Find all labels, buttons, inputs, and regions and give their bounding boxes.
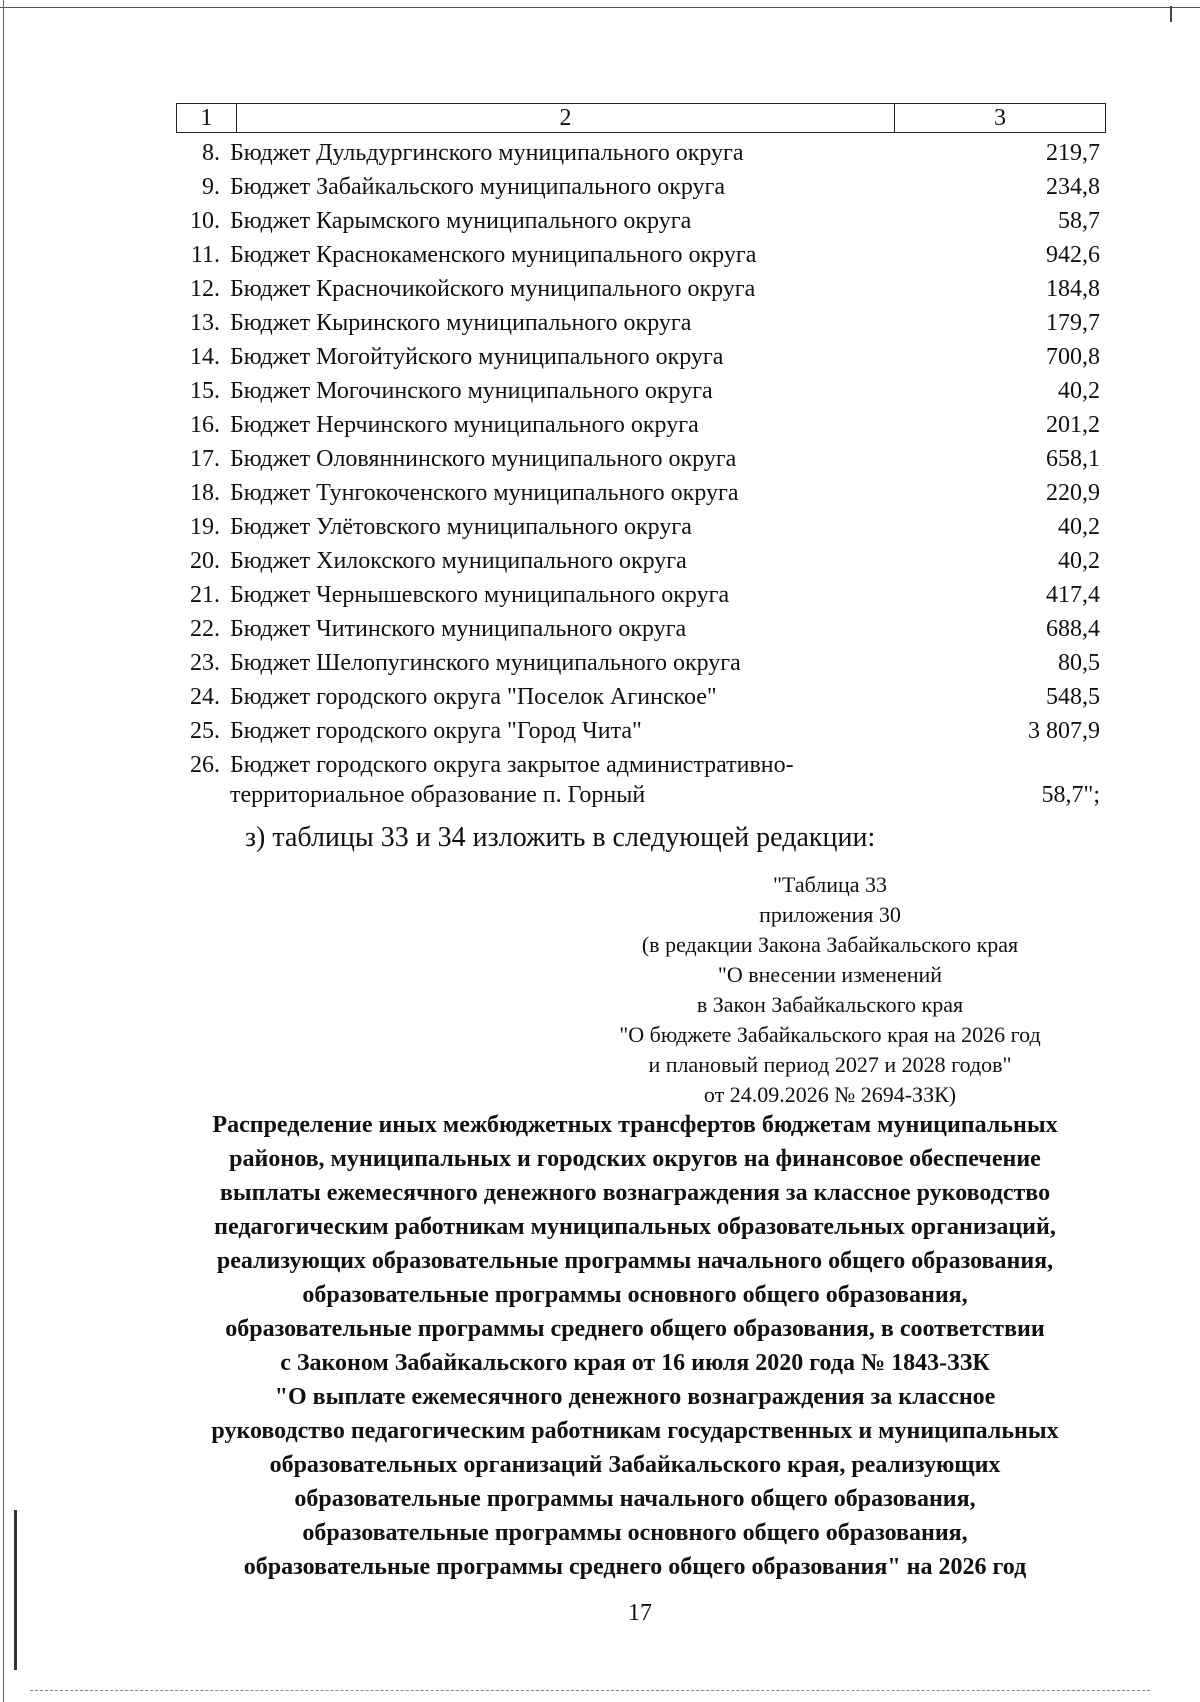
row-number: 22.	[190, 616, 220, 642]
title-line: образовательные программы основного общего образования,	[302, 1282, 968, 1308]
row-value: 80,5	[1058, 650, 1100, 676]
row-value: 220,9	[1046, 480, 1100, 506]
row-number: 20.	[190, 548, 220, 574]
scan-edge-bottom	[30, 1690, 1150, 1692]
row-number: 25.	[190, 718, 220, 744]
row-name: Бюджет городского округа "Поселок Агинское"	[230, 684, 717, 710]
row-number: 21.	[190, 582, 220, 608]
row-value: 658,1	[1046, 446, 1100, 472]
scan-edge-top	[0, 0, 1200, 8]
caption-line: приложения 30	[759, 902, 901, 927]
row-number: 10.	[190, 208, 220, 234]
row-name: Бюджет Читинского муниципального округа	[230, 616, 687, 642]
table-row	[176, 680, 1136, 714]
table-row	[176, 408, 1136, 442]
title-line: с Законом Забайкальского края от 16 июля 2020 года № 1843-ЗЗК	[280, 1350, 990, 1376]
row-number: 23.	[190, 650, 220, 676]
table-row	[176, 238, 1136, 272]
caption-line: "Таблица 33	[772, 872, 888, 897]
row-value: 179,7	[1046, 310, 1100, 336]
title-line: "О выплате ежемесячного денежного вознаграждения за классное	[274, 1384, 996, 1410]
title-line: образовательные программы основного общего образования,	[302, 1520, 968, 1546]
row-number: 17.	[190, 446, 220, 472]
title-line: образовательные программы среднего общего образования" на 2026 год	[243, 1554, 1027, 1580]
row-number: 8.	[202, 140, 220, 166]
row-name: Бюджет Забайкальского муниципального округа	[230, 174, 726, 200]
row-name: Бюджет городского округа закрытое административно-территориальное образование п. Горный	[230, 752, 794, 808]
row-name: Бюджет Хилокского муниципального округа	[230, 548, 687, 574]
scan-edge-left	[0, 0, 4, 1702]
row-name: Бюджет Кыринского муниципального округа	[230, 310, 692, 336]
row-number: 13.	[190, 310, 220, 336]
table-row	[176, 340, 1136, 374]
row-number: 15.	[190, 378, 220, 404]
caption-line: "О бюджете Забайкальского края на 2026 год	[619, 1022, 1041, 1047]
row-name: Бюджет Шелопугинского муниципального округа	[230, 650, 741, 676]
row-number: 9.	[202, 174, 220, 200]
title-line: образовательных организаций Забайкальского края, реализующих	[269, 1452, 1001, 1478]
row-value: 58,7";	[1041, 782, 1100, 808]
table-row	[176, 544, 1136, 578]
row-number: 16.	[190, 412, 220, 438]
table-header	[176, 103, 1106, 133]
row-number: 26.	[190, 752, 220, 778]
row-name: Бюджет Улётовского муниципального округа	[230, 514, 692, 540]
amendment-instruction: з) таблицы 33 и 34 изложить в следующей редакции:	[245, 822, 876, 853]
title-line: педагогическим работникам муниципальных образовательных организаций,	[214, 1214, 1056, 1240]
row-value: 58,7	[1058, 208, 1100, 234]
row-value: 184,8	[1046, 276, 1100, 302]
row-value: 688,4	[1046, 616, 1100, 642]
row-value: 548,5	[1046, 684, 1100, 710]
table-row	[176, 136, 1136, 170]
row-name: Бюджет Красночикойского муниципального округа	[230, 276, 756, 302]
table-row	[176, 714, 1136, 748]
caption-line: (в редакции Закона Забайкальского края	[641, 932, 1019, 957]
header-col-2: 2	[237, 104, 895, 132]
row-value: 700,8	[1046, 344, 1100, 370]
title-line: образовательные программы начального общего образования,	[294, 1486, 976, 1512]
row-name: Бюджет Дульдургинского муниципального округа	[230, 140, 744, 166]
table-row	[176, 306, 1136, 340]
title-line: образовательные программы среднего общего образования, в соответствии	[225, 1316, 1045, 1342]
caption-line: в Закон Забайкальского края	[696, 992, 964, 1017]
caption-line: от 24.09.2026 № 2694-ЗЗК)	[703, 1082, 957, 1107]
row-number: 14.	[190, 344, 220, 370]
table-row	[176, 170, 1136, 204]
table-row	[176, 442, 1136, 476]
table-row	[176, 374, 1136, 408]
row-value: 234,8	[1046, 174, 1100, 200]
row-name: Бюджет Карымского муниципального округа	[230, 208, 692, 234]
row-value: 201,2	[1046, 412, 1100, 438]
row-name: Бюджет Чернышевского муниципального округа	[230, 582, 730, 608]
row-number: 19.	[190, 514, 220, 540]
caption-line: "О внесении изменений	[717, 962, 943, 987]
table-row	[176, 748, 1136, 812]
row-value: 219,7	[1046, 140, 1100, 166]
table-row	[176, 476, 1136, 510]
section-title	[150, 1108, 1120, 1584]
row-name: Бюджет Могочинского муниципального округа	[230, 378, 713, 404]
title-line: Распределение иных межбюджетных трансфертов бюджетам муниципальных	[212, 1112, 1058, 1138]
row-name: Бюджет Нерчинского муниципального округа	[230, 412, 699, 438]
table-row	[176, 612, 1136, 646]
row-value: 40,2	[1058, 514, 1100, 540]
table-row	[176, 510, 1136, 544]
scan-edge-corner	[1170, 6, 1172, 22]
row-name: Бюджет городского округа "Город Чита"	[230, 718, 642, 744]
scan-edge-mark	[14, 1510, 17, 1670]
table-row	[176, 204, 1136, 238]
row-number: 11.	[190, 242, 220, 268]
row-value: 942,6	[1046, 242, 1100, 268]
row-name: Бюджет Тунгокоченского муниципального округа	[230, 480, 739, 506]
row-value: 3 807,9	[1028, 718, 1100, 744]
row-value: 40,2	[1058, 548, 1100, 574]
row-name: Бюджет Оловяннинского муниципального округа	[230, 446, 737, 472]
table-row	[176, 272, 1136, 306]
page-number: 17	[628, 1600, 652, 1626]
row-name: Бюджет Могойтуйского муниципального округа	[230, 344, 724, 370]
header-col-3: 3	[994, 104, 1006, 131]
title-line: районов, муниципальных и городских округов на финансовое обеспечение	[229, 1146, 1041, 1172]
row-number: 24.	[190, 684, 220, 710]
budget-table-body	[176, 136, 1136, 812]
row-number: 12.	[190, 276, 220, 302]
row-value: 417,4	[1046, 582, 1100, 608]
table-row	[176, 578, 1136, 612]
table-row	[176, 646, 1136, 680]
row-value: 40,2	[1058, 378, 1100, 404]
title-line: руководство педагогическим работникам государственных и муниципальных	[211, 1418, 1059, 1444]
row-number: 18.	[190, 480, 220, 506]
caption-line: и плановый период 2027 и 2028 годов"	[648, 1052, 1012, 1077]
row-name: Бюджет Краснокаменского муниципального округа	[230, 242, 757, 268]
title-line: выплаты ежемесячного денежного вознаграждения за классное руководство	[219, 1180, 1051, 1206]
header-col-1: 1	[177, 104, 237, 132]
title-line: реализующих образовательные программы начального общего образования,	[216, 1248, 1054, 1274]
table-caption	[560, 870, 1100, 1110]
